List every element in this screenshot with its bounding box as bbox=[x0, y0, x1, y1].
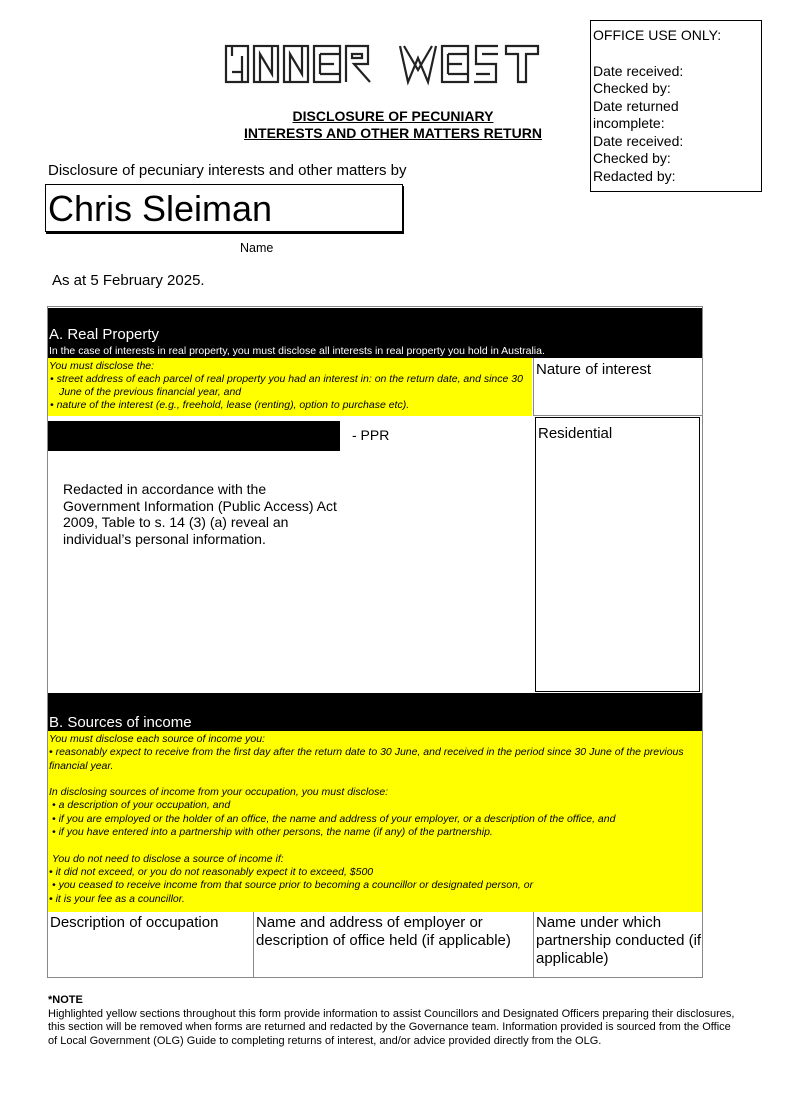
address-suffix: - PPR bbox=[352, 427, 390, 443]
office-field: incomplete: bbox=[593, 115, 665, 131]
guide-bullet: • street address of each parcel of real property you had an interest in: on the return date, and since 30 June of the previous financial year, and bbox=[50, 373, 523, 398]
guide-bullet: • nature of the interest (e.g., freehold, lease (renting), option to purchase etc). bbox=[50, 399, 410, 411]
office-use-title: OFFICE USE ONLY: bbox=[593, 27, 722, 43]
footnote-title: *NOTE bbox=[48, 994, 83, 1006]
office-field: Date received: bbox=[593, 132, 684, 149]
document-title-line: INTERESTS AND OTHER MATTERS RETURN bbox=[244, 125, 542, 141]
guide-bullet: • if you are employed or the holder of an office, the name and address of your employer, or a description of the office, and bbox=[52, 812, 616, 825]
guide-intro: You do not need to disclose a source of income if: bbox=[52, 852, 284, 865]
guide-bullet: • you ceased to receive income from that source prior to becoming a councillor or designated person, or bbox=[52, 879, 534, 892]
document-title-line: DISCLOSURE OF PECUNIARY bbox=[292, 108, 494, 124]
guide-intro: You must disclose each source of income you: bbox=[49, 733, 265, 745]
section-a-subtitle: In the case of interests in real property, you must disclose all interests in real property you hold in Australia. bbox=[49, 345, 545, 357]
name-caption: Name bbox=[240, 241, 274, 255]
guide-bullet: • a description of your occupation, and bbox=[52, 799, 231, 812]
disclosure-by-label: Disclosure of pecuniary interests and other matters by bbox=[48, 162, 407, 179]
section-a-header bbox=[48, 308, 702, 358]
name-field[interactable]: Chris Sleiman bbox=[45, 184, 403, 232]
nature-of-interest-field[interactable]: Residential bbox=[535, 417, 700, 692]
section-b-guide bbox=[48, 731, 702, 912]
guide-intro: You must disclose the: bbox=[49, 360, 155, 372]
office-field: Checked by: bbox=[593, 150, 671, 166]
redacted-address-block bbox=[48, 421, 340, 451]
section-a-guide bbox=[48, 358, 532, 416]
guide-bullet: • it did not exceed, or you do not reasonably expect it to exceed, $500 bbox=[49, 865, 374, 878]
office-field: Redacted by: bbox=[593, 167, 676, 184]
office-field: Date returned bbox=[593, 97, 679, 114]
guide-bullet: • it is your fee as a councillor. bbox=[49, 892, 185, 905]
redaction-note: Redacted in accordance with the Government Information (Public Access) Act 2009, Table to s. 14 (3) (a) reveal an individual’s personal information. bbox=[63, 481, 337, 547]
column-header-partnership: Name under which partnership conducted (if applicable) bbox=[533, 912, 703, 978]
office-use-box bbox=[590, 20, 762, 192]
office-field: Checked by: bbox=[593, 80, 671, 96]
footnote bbox=[48, 994, 738, 1048]
column-header-employer: Name and address of employer or description of office held (if applicable) bbox=[253, 912, 533, 978]
guide-bullet: • if you have entered into a partnership with other persons, the name (if any) of the partnership. bbox=[52, 826, 493, 839]
footnote-body: Highlighted yellow sections throughout this form provide information to assist Councillors and Designated Officers preparing their disclosures, this section will be removed when forms are returned and redacted by the Governance team. Information provided is sourced from the Office of Local Government (OLG) Guide to completing returns of interest, and/or advice provided directly from the OLG. bbox=[48, 1007, 735, 1047]
as-at-date: As at 5 February 2025. bbox=[52, 272, 205, 289]
office-field: Date received: bbox=[593, 62, 684, 79]
guide-bullet: • reasonably expect to receive from the first day after the return date to 30 June, and received in the period since 30 June of the previous financial year. bbox=[49, 746, 684, 772]
section-b-header bbox=[48, 693, 702, 731]
section-b-title: B. Sources of income bbox=[49, 714, 192, 731]
guide-intro: In disclosing sources of income from your occupation, you must disclose: bbox=[49, 786, 389, 799]
inner-west-logo bbox=[224, 44, 564, 86]
nature-of-interest-header: Nature of interest bbox=[533, 358, 703, 416]
document-title bbox=[200, 108, 586, 142]
column-header-occupation: Description of occupation bbox=[50, 914, 219, 931]
section-a-title: A. Real Property bbox=[49, 326, 160, 343]
